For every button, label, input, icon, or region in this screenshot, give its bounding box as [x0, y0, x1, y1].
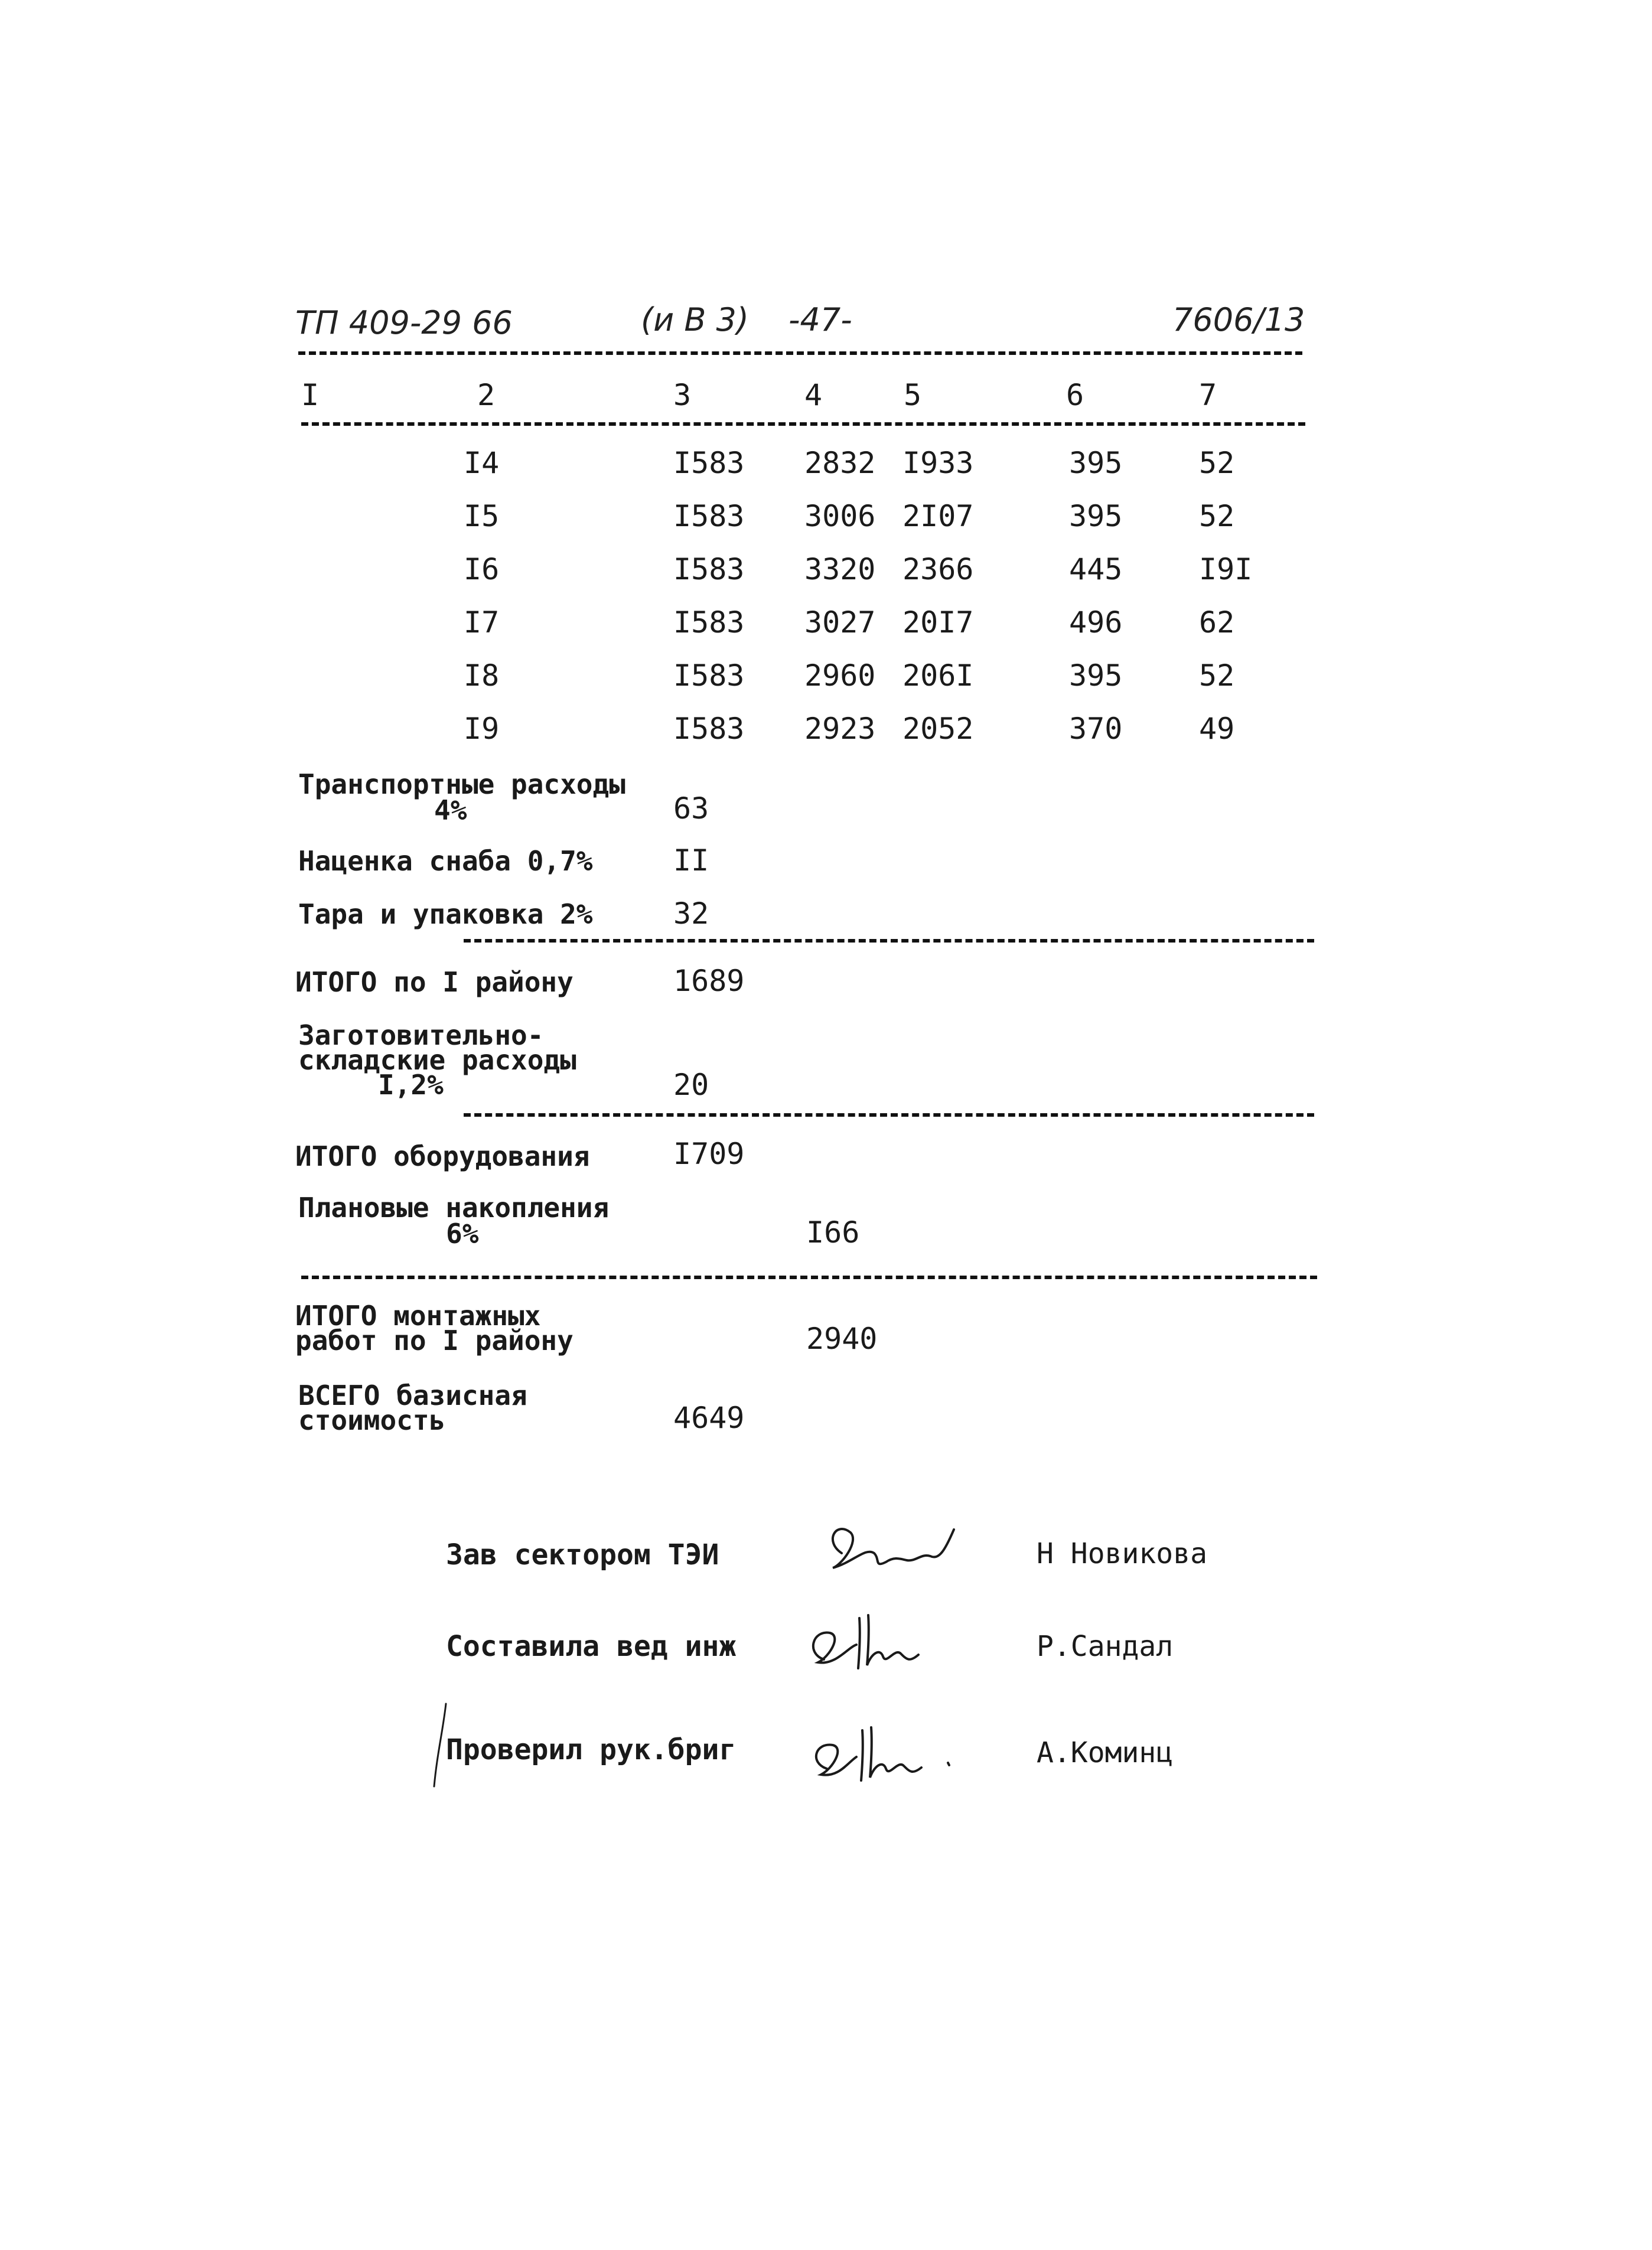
markup-value: II	[673, 843, 709, 878]
col-header-2: 2	[477, 378, 496, 412]
series-code: (и В 3)	[641, 301, 749, 338]
divider	[464, 939, 1314, 943]
divider	[301, 1276, 1317, 1279]
table-cell: 395	[1069, 499, 1123, 533]
table-cell: 2960	[804, 658, 876, 693]
table-cell: 20I7	[902, 605, 974, 640]
total-region-label: ИТОГО по I району	[295, 966, 574, 998]
table-cell: 3027	[804, 605, 876, 640]
col-header-1: I	[301, 378, 320, 412]
procurement-label-1: Заготовительно-	[298, 1019, 544, 1051]
signer-title: Зав сектором ТЭИ	[446, 1538, 719, 1571]
table-cell: I583	[673, 552, 745, 586]
signer-name: А.Коминц	[1037, 1736, 1174, 1769]
doc-code: ТП 409-29 66	[295, 304, 513, 341]
col-header-5: 5	[904, 378, 922, 412]
row-number: I6	[464, 552, 500, 586]
table-cell: 370	[1069, 712, 1123, 746]
table-cell: 395	[1069, 446, 1123, 480]
col-header-4: 4	[804, 378, 823, 412]
table-cell: I583	[673, 446, 745, 480]
total-installation-value: 2940	[806, 1322, 878, 1356]
divider	[301, 422, 1305, 426]
table-cell: 49	[1199, 712, 1235, 746]
total-installation-label-1: ИТОГО монтажных	[295, 1300, 541, 1332]
grand-total-label-2: стоимость	[298, 1404, 446, 1436]
table-cell: I583	[673, 499, 745, 533]
transport-label: Транспортные расходы	[298, 768, 625, 800]
table-cell: I9I	[1199, 552, 1253, 586]
row-number: I8	[464, 658, 500, 693]
signer-name: Р.Сандал	[1037, 1630, 1174, 1663]
sheet-number: 7606/13	[1172, 301, 1305, 338]
table-cell: 445	[1069, 552, 1123, 586]
signer-title: Проверил рук.бриг	[446, 1733, 737, 1766]
table-cell: 2052	[902, 712, 974, 746]
table-cell: 3320	[804, 552, 876, 586]
table-cell: 395	[1069, 658, 1123, 693]
procurement-value: 20	[673, 1068, 709, 1102]
table-cell: 52	[1199, 446, 1235, 480]
table-cell: 2923	[804, 712, 876, 746]
divider	[464, 1113, 1314, 1117]
handwritten-signature	[800, 1606, 954, 1683]
col-header-6: 6	[1066, 378, 1084, 412]
table-cell: 62	[1199, 605, 1235, 640]
row-number: I4	[464, 446, 500, 480]
table-cell: 3006	[804, 499, 876, 533]
grand-total-value: 4649	[673, 1401, 745, 1435]
page-number: -47-	[788, 301, 852, 338]
transport-pct: 4%	[434, 794, 467, 826]
col-header-7: 7	[1199, 378, 1217, 412]
table-cell: 52	[1199, 658, 1235, 693]
planned-value: I66	[806, 1215, 860, 1250]
signer-name: Н Новикова	[1037, 1537, 1207, 1570]
total-equipment-label: ИТОГО оборудования	[295, 1140, 590, 1172]
table-cell: I583	[673, 658, 745, 693]
total-installation-label-2: работ по I району	[295, 1325, 574, 1356]
divider	[298, 351, 1302, 355]
packaging-value: 32	[673, 896, 709, 931]
markup-label: Наценка снаба 0,7%	[298, 845, 593, 877]
table-cell: I583	[673, 605, 745, 640]
planned-pct: 6%	[446, 1218, 479, 1250]
table-cell: I933	[902, 446, 974, 480]
planned-label: Плановые накопления	[298, 1192, 610, 1224]
table-cell: 206I	[902, 658, 974, 693]
signer-title: Составила вед инж	[446, 1630, 737, 1663]
table-cell: 2832	[804, 446, 876, 480]
handwritten-signature	[800, 1716, 966, 1792]
handwritten-signature	[818, 1518, 972, 1583]
packaging-label: Тара и упаковка 2%	[298, 898, 593, 930]
row-number: I5	[464, 499, 500, 533]
procurement-pct: I,2%	[378, 1069, 444, 1101]
grand-total-label-1: ВСЕГО базисная	[298, 1380, 527, 1411]
table-cell: 52	[1199, 499, 1235, 533]
table-cell: 496	[1069, 605, 1123, 640]
col-header-3: 3	[673, 378, 692, 412]
table-cell: 2I07	[902, 499, 974, 533]
total-region-value: 1689	[673, 964, 745, 998]
table-cell: 2366	[902, 552, 974, 586]
total-equipment-value: I709	[673, 1137, 745, 1171]
table-cell: I583	[673, 712, 745, 746]
procurement-label-2: складские расходы	[298, 1044, 576, 1076]
row-number: I9	[464, 712, 500, 746]
transport-value: 63	[673, 791, 709, 826]
row-number: I7	[464, 605, 500, 640]
